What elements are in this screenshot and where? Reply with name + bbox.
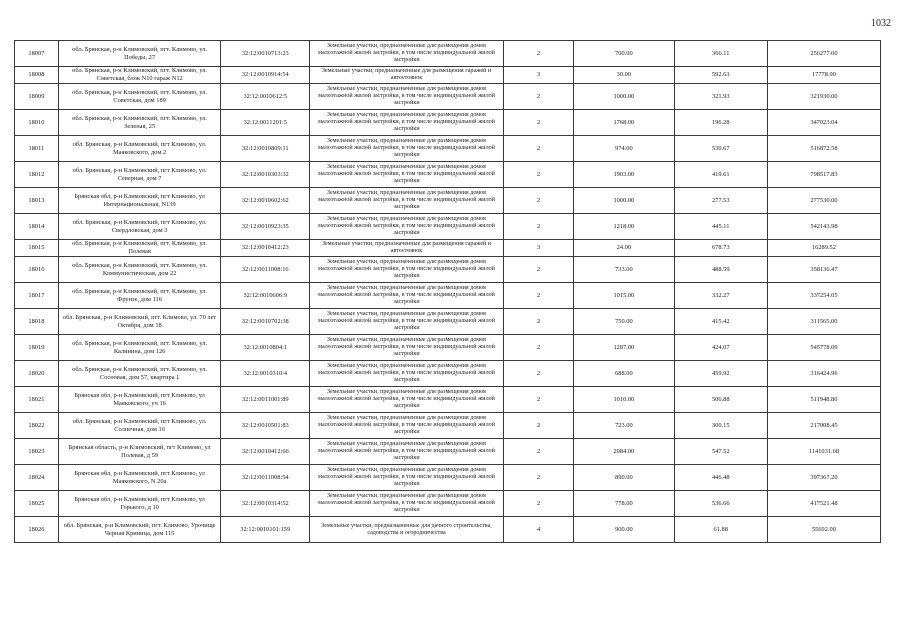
cell-cadastral-value: 358136.47 <box>767 257 880 283</box>
cell-address: обл. Брянская, р-н Климовский, пгт. Климово, ул. 70 лет Октября, дом 18 <box>58 309 221 335</box>
cell-cadastral-number: 32:12:0011001:89 <box>221 387 310 413</box>
cell-record-id: 18022 <box>15 413 59 439</box>
cell-cadastral-value: 217008.45 <box>767 413 880 439</box>
cell-land-use: Земельные участки, предназначенные для размещения гаражей и автостоянок <box>310 240 504 257</box>
cell-category: 2 <box>503 413 573 439</box>
cell-land-use: Земельные участки, предназначенные для размещения домов малоэтажной жилой застройки, в том числе индивидуальной жилой застройки <box>310 214 504 240</box>
cell-cadastral-value: 542143.98 <box>767 214 880 240</box>
cell-record-id: 18009 <box>15 84 59 110</box>
cell-area: 733.00 <box>574 257 674 283</box>
cell-cadastral-number: 32:12:0010809:11 <box>221 136 310 162</box>
cell-specific-value: 536.66 <box>674 491 767 517</box>
cell-cadastral-value: 321930.00 <box>767 84 880 110</box>
cell-cadastral-value: 347023.04 <box>767 110 880 136</box>
cell-cadastral-value: 256277.00 <box>767 41 880 67</box>
cell-cadastral-number: 32:12:0010412:66 <box>221 439 310 465</box>
cell-land-use: Земельные участки, предназначенные для размещения домов малоэтажной жилой застройки, в том числе индивидуальной жилой застройки <box>310 41 504 67</box>
cell-address: обл. Брянская, р-н Климовский, пгт Климово, ул. Маяковского, дом 2 <box>58 136 221 162</box>
cell-cadastral-number: 32:12:0011008:16 <box>221 257 310 283</box>
cell-cadastral-value: 337254.05 <box>767 283 880 309</box>
cell-category: 2 <box>503 361 573 387</box>
cell-specific-value: 321.93 <box>674 84 767 110</box>
cell-land-use: Земельные участки, предназначенные для размещения домов малоэтажной жилой застройки, в том числе индивидуальной жилой застройки <box>310 491 504 517</box>
cell-land-use: Земельные участки, предназначенные для размещения домов малоэтажной жилой застройки, в том числе индивидуальной жилой застройки <box>310 257 504 283</box>
cell-address: обл. Брянская, р-н Климовский, пгт. Климово, ул. Коммунистическая, дом 22 <box>58 257 221 283</box>
cell-cadastral-number: 32:12:0010612:5 <box>221 84 310 110</box>
cell-address: обл. Брянская, р-н Климовский, пгт. Климово, ул. Сосновая, дом 57, квартира 1 <box>58 361 221 387</box>
cell-cadastral-value: 16289.52 <box>767 240 880 257</box>
cell-area: 700.00 <box>574 41 674 67</box>
cell-cadastral-number: 32:12:0010303:32 <box>221 162 310 188</box>
cell-specific-value: 530.67 <box>674 136 767 162</box>
cell-record-id: 18010 <box>15 110 59 136</box>
cell-cadastral-number: 32:12:0010702:38 <box>221 309 310 335</box>
cell-specific-value: 445.11 <box>674 214 767 240</box>
table-row <box>15 41 881 67</box>
cell-address: обл. Брянская, р-н Климовский, пгт. Климово, ул. Советская, блок N10 гараж N12 <box>58 67 221 84</box>
cell-area: 1000.00 <box>574 188 674 214</box>
cell-area: 1903.00 <box>574 162 674 188</box>
cell-record-id: 18021 <box>15 387 59 413</box>
cell-land-use: Земельные участки, предназначенные для размещения домов малоэтажной жилой застройки, в том числе индивидуальной жилой застройки <box>310 413 504 439</box>
cell-address: обл. Брянская, р-н Климовский, пгт Климово, ул. Свердловская, дом 3 <box>58 214 221 240</box>
cell-area: 1000.00 <box>574 84 674 110</box>
cell-address: обл. Брянская, р-н Климовский, пгт Климово, ул. Северная, дом 7 <box>58 162 221 188</box>
cell-address: Брянская обл, р-н Климовский, пгт Климово, ул Маяковского, N 20а <box>58 465 221 491</box>
cell-cadastral-value: 55692.00 <box>767 517 880 543</box>
cell-area: 890.00 <box>574 465 674 491</box>
cell-category: 2 <box>503 257 573 283</box>
cell-specific-value: 592.63 <box>674 67 767 84</box>
cell-specific-value: 424.07 <box>674 335 767 361</box>
table-row <box>15 309 881 335</box>
cell-area: 1015.00 <box>574 283 674 309</box>
cell-category: 2 <box>503 309 573 335</box>
cell-specific-value: 678.73 <box>674 240 767 257</box>
cell-cadastral-value: 798517.83 <box>767 162 880 188</box>
cell-category: 2 <box>503 188 573 214</box>
cell-cadastral-number: 32:12:0010501:83 <box>221 413 310 439</box>
cell-record-id: 18019 <box>15 335 59 361</box>
cell-address: обл. Брянская, р-н Климовский, пгт. Климово, ул. Калинина, дом 126 <box>58 335 221 361</box>
cell-record-id: 18025 <box>15 491 59 517</box>
land-register-table <box>14 40 881 543</box>
cell-land-use: Земельные участки, предназначенные для размещения домов малоэтажной жилой застройки, в том числе индивидуальной жилой застройки <box>310 84 504 110</box>
cell-category: 2 <box>503 110 573 136</box>
cell-record-id: 18020 <box>15 361 59 387</box>
table-row <box>15 84 881 110</box>
cell-category: 2 <box>503 283 573 309</box>
cell-category: 4 <box>503 517 573 543</box>
cell-land-use: Земельные участки, предназначенные для размещения домов малоэтажной жилой застройки, в том числе индивидуальной жилой застройки <box>310 162 504 188</box>
cell-record-id: 18007 <box>15 41 59 67</box>
cell-category: 2 <box>503 335 573 361</box>
cell-land-use: Земельные участки, предназначенные для размещения домов малоэтажной жилой застройки, в том числе индивидуальной жилой застройки <box>310 361 504 387</box>
cell-specific-value: 419.61 <box>674 162 767 188</box>
cell-area: 750.00 <box>574 309 674 335</box>
cell-record-id: 18017 <box>15 283 59 309</box>
cell-land-use: Земельные участки, предназначенные для размещения гаражей и автостоянок <box>310 67 504 84</box>
cell-record-id: 18012 <box>15 162 59 188</box>
cell-specific-value: 61.88 <box>674 517 767 543</box>
cell-cadastral-value: 417521.48 <box>767 491 880 517</box>
cell-specific-value: 488.59 <box>674 257 767 283</box>
cell-land-use: Земельные участки, предназначенные для размещения домов малоэтажной жилой застройки, в том числе индивидуальной жилой застройки <box>310 110 504 136</box>
table-row <box>15 162 881 188</box>
cell-cadastral-number: 32:12:0010914:54 <box>221 67 310 84</box>
cell-cadastral-value: 516872.58 <box>767 136 880 162</box>
cell-category: 2 <box>503 491 573 517</box>
table-row <box>15 188 881 214</box>
cell-cadastral-number: 32:12:0010923:35 <box>221 214 310 240</box>
cell-category: 2 <box>503 162 573 188</box>
cell-record-id: 18008 <box>15 67 59 84</box>
table-row <box>15 439 881 465</box>
cell-cadastral-value: 397367.20 <box>767 465 880 491</box>
cell-record-id: 18011 <box>15 136 59 162</box>
cell-specific-value: 547.52 <box>674 439 767 465</box>
cell-category: 2 <box>503 84 573 110</box>
cell-area: 974.00 <box>574 136 674 162</box>
cell-specific-value: 366.11 <box>674 41 767 67</box>
table-row <box>15 110 881 136</box>
cell-record-id: 18018 <box>15 309 59 335</box>
cell-cadastral-value: 17778.90 <box>767 67 880 84</box>
cell-area: 900.00 <box>574 517 674 543</box>
cell-cadastral-number: 32:12:0010606:9 <box>221 283 310 309</box>
cell-land-use: Земельные участки, предназначенные для дачного строительства, садоводства и огородничества <box>310 517 504 543</box>
cell-land-use: Земельные участки, предназначенные для размещения домов малоэтажной жилой застройки, в том числе индивидуальной жилой застройки <box>310 387 504 413</box>
cell-area: 1218.00 <box>574 214 674 240</box>
cell-specific-value: 277.53 <box>674 188 767 214</box>
cell-record-id: 18015 <box>15 240 59 257</box>
cell-area: 2084.00 <box>574 439 674 465</box>
cell-cadastral-value: 311565.00 <box>767 309 880 335</box>
cell-record-id: 18024 <box>15 465 59 491</box>
page-number: 1032 <box>871 18 891 29</box>
cell-category: 2 <box>503 41 573 67</box>
cell-specific-value: 446.48 <box>674 465 767 491</box>
table-row <box>15 491 881 517</box>
cell-address: обл. Брянская, р-н Климовский, пгт. Климово, ул. Фрунзе, дом 116 <box>58 283 221 309</box>
cell-cadastral-number: 32:12:0010602:62 <box>221 188 310 214</box>
cell-specific-value: 506.88 <box>674 387 767 413</box>
cell-address: обл. Брянская, р-н Климовский, пгт. Климово, ул. Зеленая, 25 <box>58 110 221 136</box>
cell-address: Брянская область, р-н Климовский, пгт Климово, ул Полевая, д 59 <box>58 439 221 465</box>
cell-address: Брянская обл, р-н Климовский, пгт Климово, ул Горького, д 10 <box>58 491 221 517</box>
cell-address: обл. Брянская, р-н Климовский, пгт Климово, ул. Солнечная, дом 16 <box>58 413 221 439</box>
cell-cadastral-number: 32:12:0010412:23 <box>221 240 310 257</box>
cell-address: обл. Брянская, р-н Климовский, пгт. Климово, Урочище Черная Криница, дом 115 <box>58 517 221 543</box>
cell-cadastral-number: 32:12:0010310:4 <box>221 361 310 387</box>
cell-specific-value: 415.42 <box>674 309 767 335</box>
cell-cadastral-value: 277530.00 <box>767 188 880 214</box>
cell-category: 2 <box>503 214 573 240</box>
cell-record-id: 18014 <box>15 214 59 240</box>
cell-record-id: 18013 <box>15 188 59 214</box>
cell-record-id: 18016 <box>15 257 59 283</box>
cell-land-use: Земельные участки, предназначенные для размещения домов малоэтажной жилой застройки, в том числе индивидуальной жилой застройки <box>310 465 504 491</box>
cell-specific-value: 300.15 <box>674 413 767 439</box>
cell-land-use: Земельные участки, предназначенные для размещения домов малоэтажной жилой застройки, в том числе индивидуальной жилой застройки <box>310 136 504 162</box>
table-row <box>15 67 881 84</box>
cell-area: 723.00 <box>574 413 674 439</box>
cell-land-use: Земельные участки, предназначенные для размещения домов малоэтажной жилой застройки, в том числе индивидуальной жилой застройки <box>310 439 504 465</box>
cell-record-id: 18023 <box>15 439 59 465</box>
cell-land-use: Земельные участки, предназначенные для размещения домов малоэтажной жилой застройки, в том числе индивидуальной жилой застройки <box>310 309 504 335</box>
cell-cadastral-number: 32:12:0011201:5 <box>221 110 310 136</box>
cell-category: 3 <box>503 67 573 84</box>
table-row <box>15 413 881 439</box>
cell-specific-value: 459.92 <box>674 361 767 387</box>
cell-area: 30.00 <box>574 67 674 84</box>
cell-specific-value: 196.28 <box>674 110 767 136</box>
cell-area: 1768.00 <box>574 110 674 136</box>
cell-land-use: Земельные участки, предназначенные для размещения домов малоэтажной жилой застройки, в том числе индивидуальной жилой застройки <box>310 188 504 214</box>
table-row <box>15 387 881 413</box>
table-row <box>15 257 881 283</box>
table-row <box>15 136 881 162</box>
table-row <box>15 214 881 240</box>
cell-area: 24.00 <box>574 240 674 257</box>
cell-record-id: 18026 <box>15 517 59 543</box>
table-row <box>15 240 881 257</box>
cell-area: 1010.00 <box>574 387 674 413</box>
cell-cadastral-number: 32:12:0011008:54 <box>221 465 310 491</box>
cell-category: 2 <box>503 465 573 491</box>
table-row <box>15 517 881 543</box>
cell-cadastral-value: 1141031.68 <box>767 439 880 465</box>
cell-address: обл. Брянская, р-н Климовский, пгт. Климово, ул. Победы, 27 <box>58 41 221 67</box>
cell-specific-value: 332.27 <box>674 283 767 309</box>
table-row <box>15 283 881 309</box>
cell-category: 2 <box>503 136 573 162</box>
cell-category: 3 <box>503 240 573 257</box>
cell-area: 778.00 <box>574 491 674 517</box>
cell-cadastral-number: 32:12:0010713:23 <box>221 41 310 67</box>
cell-land-use: Земельные участки, предназначенные для размещения домов малоэтажной жилой застройки, в том числе индивидуальной жилой застройки <box>310 283 504 309</box>
cell-cadastral-value: 545778.09 <box>767 335 880 361</box>
cell-category: 2 <box>503 439 573 465</box>
table-row <box>15 361 881 387</box>
cell-cadastral-number: 32:12:0010804:1 <box>221 335 310 361</box>
cell-area: 1287.00 <box>574 335 674 361</box>
cell-land-use: Земельные участки, предназначенные для размещения домов малоэтажной жилой застройки, в том числе индивидуальной жилой застройки <box>310 335 504 361</box>
cell-cadastral-number: 32:12:0010101:159 <box>221 517 310 543</box>
cell-address: обл. Брянская, р-н Климовский, пгт. Климово, ул. Советская, дом 189 <box>58 84 221 110</box>
cell-cadastral-value: 316424.96 <box>767 361 880 387</box>
cell-address: Брянская обл, р-н Климовский, пгт Климово, ул Маяковского, уч 16 <box>58 387 221 413</box>
cell-area: 688.00 <box>574 361 674 387</box>
cell-cadastral-value: 511948.80 <box>767 387 880 413</box>
table-row <box>15 335 881 361</box>
cell-cadastral-number: 32:12:0010314:52 <box>221 491 310 517</box>
cell-address: Брянская обл, р-н Климовский, пгт Климово, ул Интернациональная, N139 <box>58 188 221 214</box>
cell-category: 2 <box>503 387 573 413</box>
cell-address: обл. Брянская, р-н Климовский, пгт. Климово, ул. Полевая <box>58 240 221 257</box>
table-row <box>15 465 881 491</box>
